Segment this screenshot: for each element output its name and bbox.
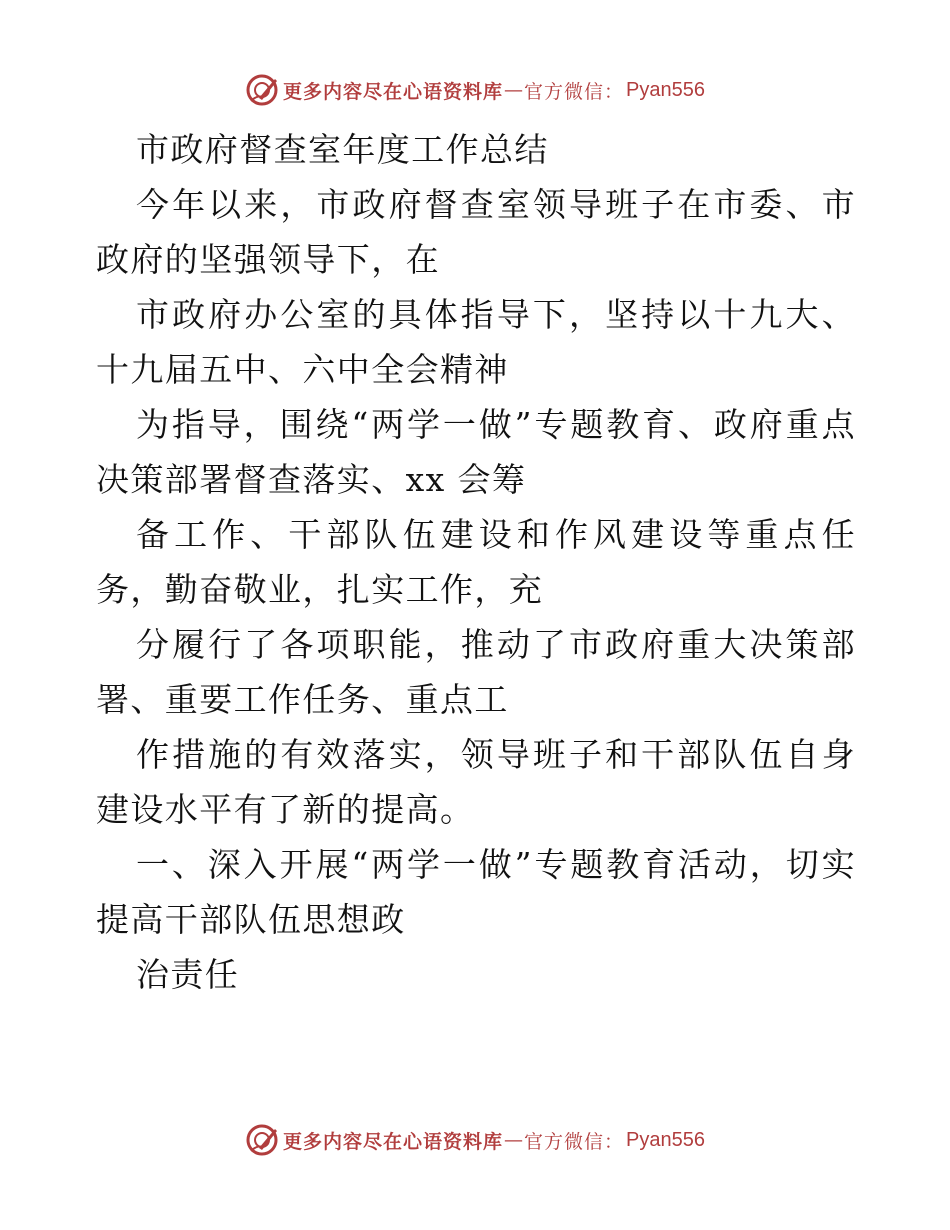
document-title: 市政府督查室年度工作总结 bbox=[136, 130, 549, 169]
banner-wechat-id: Pyan556 bbox=[626, 1128, 705, 1151]
document-body bbox=[96, 122, 856, 1002]
paragraph: 作措施的有效落实，领导班子和干部队伍自身建设水平有了新的提高。 bbox=[96, 735, 856, 829]
banner-official-label: 官方微信： bbox=[524, 80, 625, 103]
banner-wechat-id: Pyan556 bbox=[626, 78, 705, 101]
paragraph: 备工作、干部队伍建设和作风建设等重点任务，勤奋敬业，扎实工作，充 bbox=[96, 515, 856, 609]
section-heading: 一、深入开展“两学一做”专题教育活动，切实提高干部队伍思想政 bbox=[96, 845, 856, 939]
banner-dash: — bbox=[504, 79, 524, 101]
scroll-quill-logo-icon bbox=[245, 73, 279, 107]
banner-text: 更多内容尽在心语资料库 bbox=[283, 80, 504, 103]
footer-banner bbox=[0, 1120, 950, 1160]
paragraph: 为指导，围绕“两学一做”专题教育、政府重点决策部署督查落实、xx 会筹 bbox=[96, 405, 856, 499]
scroll-quill-logo-icon bbox=[245, 1123, 279, 1157]
paragraph: 分履行了各项职能，推动了市政府重大决策部署、重要工作任务、重点工 bbox=[96, 625, 856, 719]
banner-text: 更多内容尽在心语资料库 bbox=[283, 1130, 504, 1153]
paragraph: 今年以来，市政府督查室领导班子在市委、市政府的坚强领导下，在 bbox=[96, 185, 856, 279]
banner-official-label: 官方微信： bbox=[524, 1130, 625, 1153]
paragraph: 市政府办公室的具体指导下，坚持以十九大、十九届五中、六中全会精神 bbox=[96, 295, 856, 389]
header-banner bbox=[0, 70, 950, 110]
banner-dash: — bbox=[504, 1129, 524, 1151]
paragraph: 治责任 bbox=[136, 955, 240, 994]
